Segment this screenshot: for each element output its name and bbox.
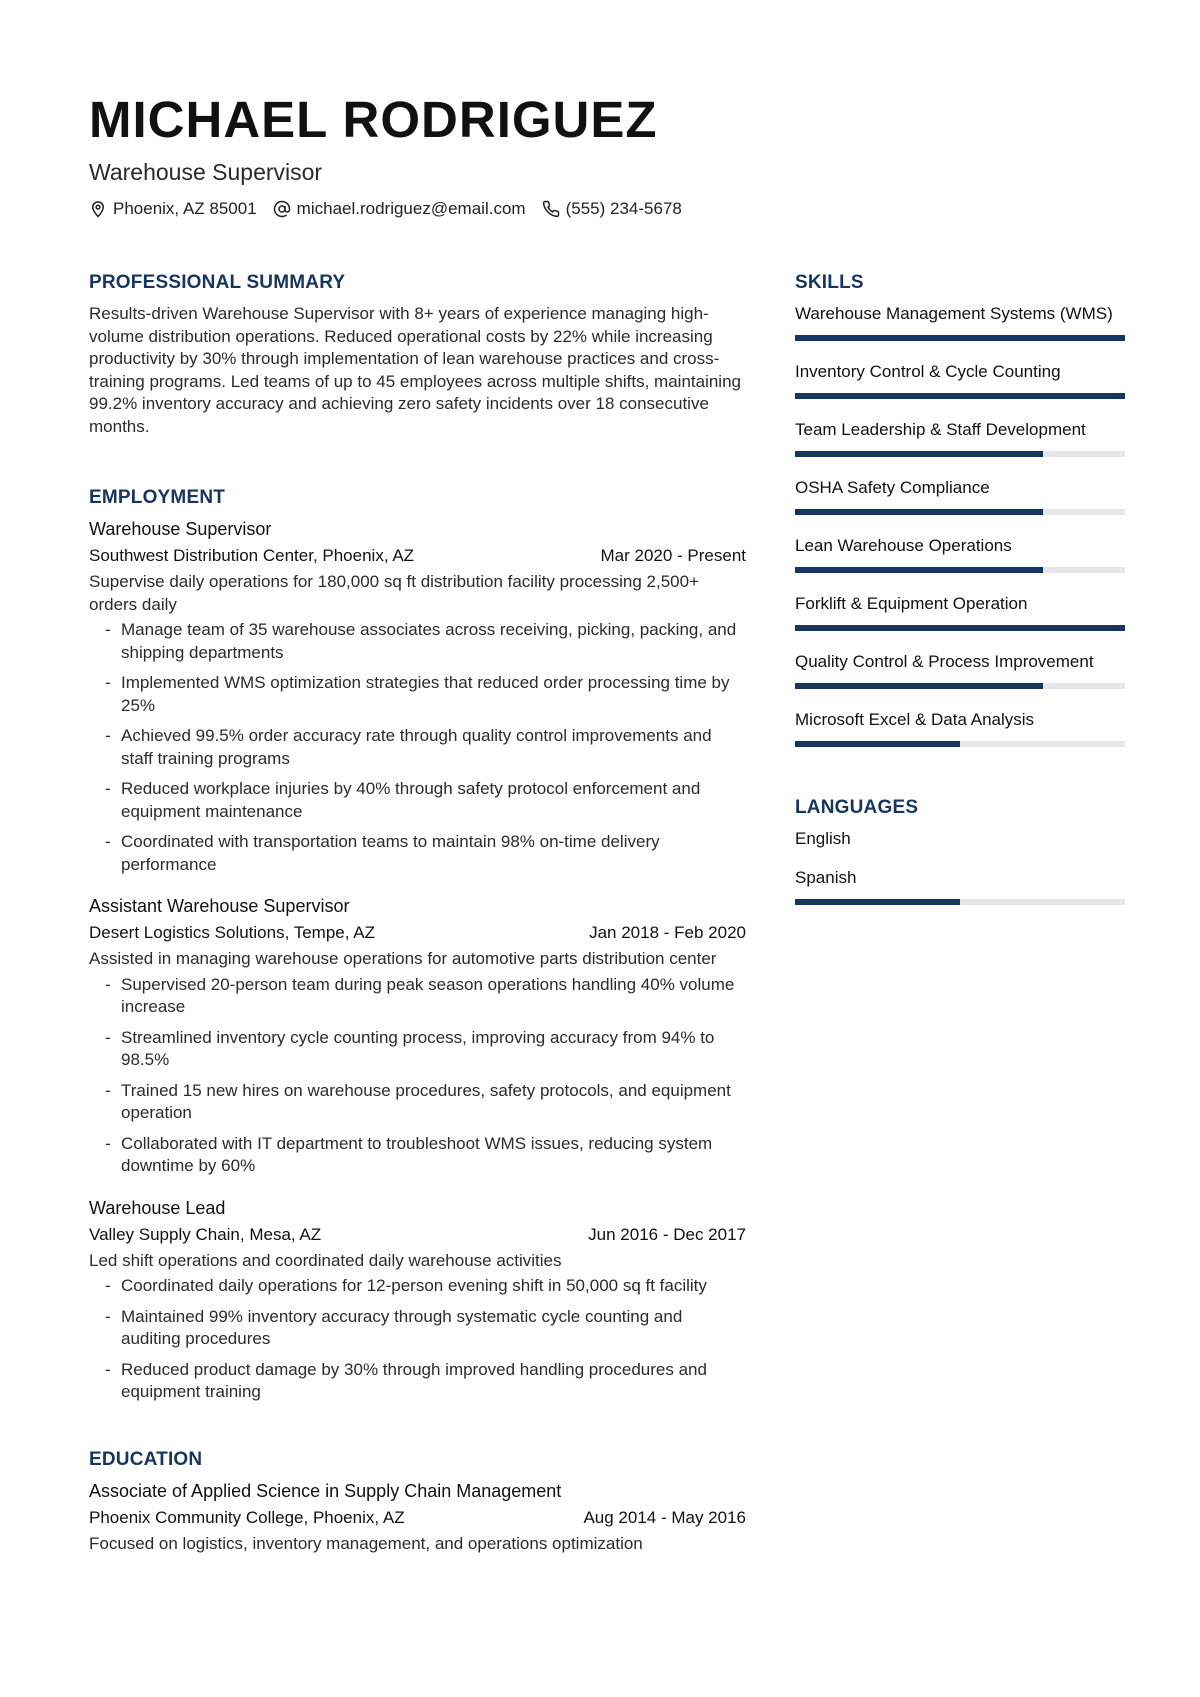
skill-name: Microsoft Excel & Data Analysis [795, 710, 1035, 729]
skill-level-fill [795, 741, 960, 747]
contact-info [89, 199, 1129, 219]
dash-icon: - [105, 832, 111, 851]
dash-icon: - [105, 1276, 111, 1295]
skill-name: OSHA Safety Compliance [795, 478, 990, 497]
skill-level-bar [795, 509, 1125, 515]
resume-header [89, 90, 1129, 219]
contact-email[interactable] [273, 199, 526, 219]
location-pin-icon [89, 200, 107, 218]
dash-icon: - [105, 1080, 111, 1100]
dash-icon: - [105, 620, 111, 639]
job-entry [89, 1197, 746, 1404]
job-entry-meta [89, 545, 746, 567]
skill-level-fill [795, 625, 1125, 631]
job-entry-title: Warehouse Supervisor [89, 519, 272, 539]
bullet-item [89, 1359, 746, 1404]
skills-list [795, 303, 1125, 747]
phone-icon [542, 200, 560, 218]
contact-phone[interactable] [542, 199, 682, 219]
skill-item [795, 477, 1125, 515]
job-entry-dates: Jun 2016 - Dec 2017 [588, 1224, 746, 1244]
skill-level-bar [795, 567, 1125, 573]
bullet-text: Coordinated daily operations for 12-person evening shift in 50,000 sq ft facility [121, 1276, 707, 1295]
job-entry-company: Valley Supply Chain, Mesa, AZ [89, 1224, 322, 1244]
bullet-item [89, 1027, 746, 1072]
skill-item [795, 709, 1125, 747]
language-level-fill [795, 899, 960, 905]
job-entry [89, 518, 746, 876]
skill-level-fill [795, 393, 1125, 399]
sidebar-column [795, 272, 1125, 905]
email-text[interactable]: michael.rodriguez@email.com [296, 199, 526, 218]
job-entry-bullets [89, 1275, 746, 1404]
bullet-text: Manage team of 35 warehouse associates across receiving, picking, packing, and shipping departments [121, 620, 737, 662]
job-entry-title: Warehouse Lead [89, 1197, 226, 1218]
bullet-item [89, 619, 746, 664]
bullet-item [89, 1133, 746, 1178]
education-meta [89, 1507, 746, 1529]
job-entry-dates: Mar 2020 - Present [600, 546, 746, 565]
job-entry-description: Led shift operations and coordinated daily warehouse activities [89, 1250, 562, 1270]
job-entry-title: Assistant Warehouse Supervisor [89, 896, 350, 916]
bullet-text: Reduced product damage by 30% through improved handling procedures and equipment training [121, 1359, 707, 1401]
job-entry [89, 895, 746, 1178]
skill-level-fill [795, 683, 1043, 689]
skill-name: Team Leadership & Staff Development [795, 420, 1086, 439]
dash-icon: - [105, 1359, 111, 1379]
skill-level-bar [795, 393, 1125, 399]
phone-text[interactable]: (555) 234-5678 [565, 199, 682, 218]
bullet-item [89, 1275, 746, 1298]
bullet-text: Streamlined inventory cycle counting process, improving accuracy from 94% to 98.5% [121, 1027, 715, 1069]
at-sign-icon [273, 200, 291, 218]
education-entry [89, 1480, 746, 1556]
dash-icon: - [105, 1306, 111, 1326]
skill-level-bar [795, 741, 1125, 747]
dash-icon: - [105, 974, 111, 994]
candidate-name: MICHAEL RODRIGUEZ [89, 91, 658, 148]
language-name: Spanish [795, 868, 857, 887]
bullet-item [89, 1306, 746, 1351]
bullet-text: Achieved 99.5% order accuracy rate through quality control improvements and staff training programs [121, 726, 712, 768]
dash-icon: - [105, 673, 111, 692]
location-text: Phoenix, AZ 85001 [113, 199, 257, 218]
skill-level-fill [795, 567, 1043, 573]
education-dates: Aug 2014 - May 2016 [583, 1507, 746, 1527]
bullet-item [89, 974, 746, 1019]
dash-icon: - [105, 1133, 111, 1153]
education-description: Focused on logistics, inventory management, and operations optimization [89, 1533, 643, 1553]
education-school: Phoenix Community College, Phoenix, AZ [89, 1507, 405, 1527]
education-degree: Associate of Applied Science in Supply Chain Management [89, 1480, 562, 1501]
job-entry-bullets [89, 974, 746, 1178]
bullet-text: Reduced workplace injuries by 40% through safety protocol enforcement and equipment maintenance [121, 779, 701, 821]
job-entry-description: Assisted in managing warehouse operations for automotive parts distribution center [89, 949, 717, 968]
skill-level-bar [795, 451, 1125, 457]
dash-icon: - [105, 1027, 111, 1047]
summary-text: Results-driven Warehouse Supervisor with 8+ years of experience managing high-volume distribution operations. Reduced operational costs by 22% while increasing productivity by 30% through implementation of lean warehouse practices and cross-training programs. Led teams of up to 45 employees across multiple shifts, maintaining 99.2% inventory accuracy and achieving zero safety incidents over 18 consecutive months. [89, 304, 741, 436]
skill-name: Forklift & Equipment Operation [795, 594, 1028, 613]
languages-list [795, 828, 1125, 905]
employment-heading: EMPLOYMENT [89, 487, 226, 508]
skill-level-bar [795, 335, 1125, 341]
skill-item [795, 303, 1125, 341]
skill-item [795, 361, 1125, 399]
job-entry-dates: Jan 2018 - Feb 2020 [589, 923, 746, 942]
language-level-bar [795, 899, 1125, 905]
job-entry-company: Southwest Distribution Center, Phoenix, AZ [89, 546, 415, 565]
job-entry-meta [89, 1224, 746, 1246]
skill-name: Lean Warehouse Operations [795, 536, 1012, 555]
skill-level-bar [795, 625, 1125, 631]
dash-icon: - [105, 726, 111, 745]
bullet-text: Trained 15 new hires on warehouse procedures, safety protocols, and equipment operation [121, 1080, 731, 1122]
job-entry-meta [89, 922, 746, 944]
skill-item [795, 651, 1125, 689]
bullet-item [89, 725, 746, 770]
bullet-item [89, 672, 746, 717]
summary-heading: PROFESSIONAL SUMMARY [89, 272, 346, 293]
bullet-text: Coordinated with transportation teams to maintain 98% on-time delivery performance [121, 832, 660, 874]
contact-location [89, 199, 257, 219]
job-title: Warehouse Supervisor [89, 159, 323, 185]
skill-item [795, 593, 1125, 631]
skill-level-bar [795, 683, 1125, 689]
skill-name: Quality Control & Process Improvement [795, 652, 1094, 671]
skill-name: Warehouse Management Systems (WMS) [795, 304, 1113, 323]
job-entry-description: Supervise daily operations for 180,000 sq ft distribution facility processing 2,500+ orders daily [89, 572, 699, 614]
bullet-item [89, 1080, 746, 1125]
skill-level-fill [795, 451, 1043, 457]
bullet-item [89, 831, 746, 876]
skill-item [795, 419, 1125, 457]
bullet-text: Implemented WMS optimization strategies that reduced order processing time by 25% [121, 673, 730, 715]
bullet-text: Collaborated with IT department to troubleshoot WMS issues, reducing system downtime by 60% [121, 1133, 713, 1175]
language-name: English [795, 829, 851, 848]
job-entry-bullets [89, 619, 746, 876]
bullet-text: Supervised 20-person team during peak season operations handling 40% volume increase [121, 974, 735, 1016]
languages-heading: LANGUAGES [795, 797, 919, 818]
skill-item [795, 535, 1125, 573]
skill-name: Inventory Control & Cycle Counting [795, 362, 1061, 381]
job-entry-company: Desert Logistics Solutions, Tempe, AZ [89, 923, 375, 942]
education-heading: EDUCATION [89, 1448, 203, 1470]
dash-icon: - [105, 779, 111, 798]
bullet-item [89, 778, 746, 823]
bullet-text: Maintained 99% inventory accuracy through systematic cycle counting and auditing procedures [121, 1306, 683, 1348]
skills-heading: SKILLS [795, 272, 864, 293]
main-column [89, 272, 746, 1555]
skill-level-fill [795, 509, 1043, 515]
skill-level-fill [795, 335, 1125, 341]
